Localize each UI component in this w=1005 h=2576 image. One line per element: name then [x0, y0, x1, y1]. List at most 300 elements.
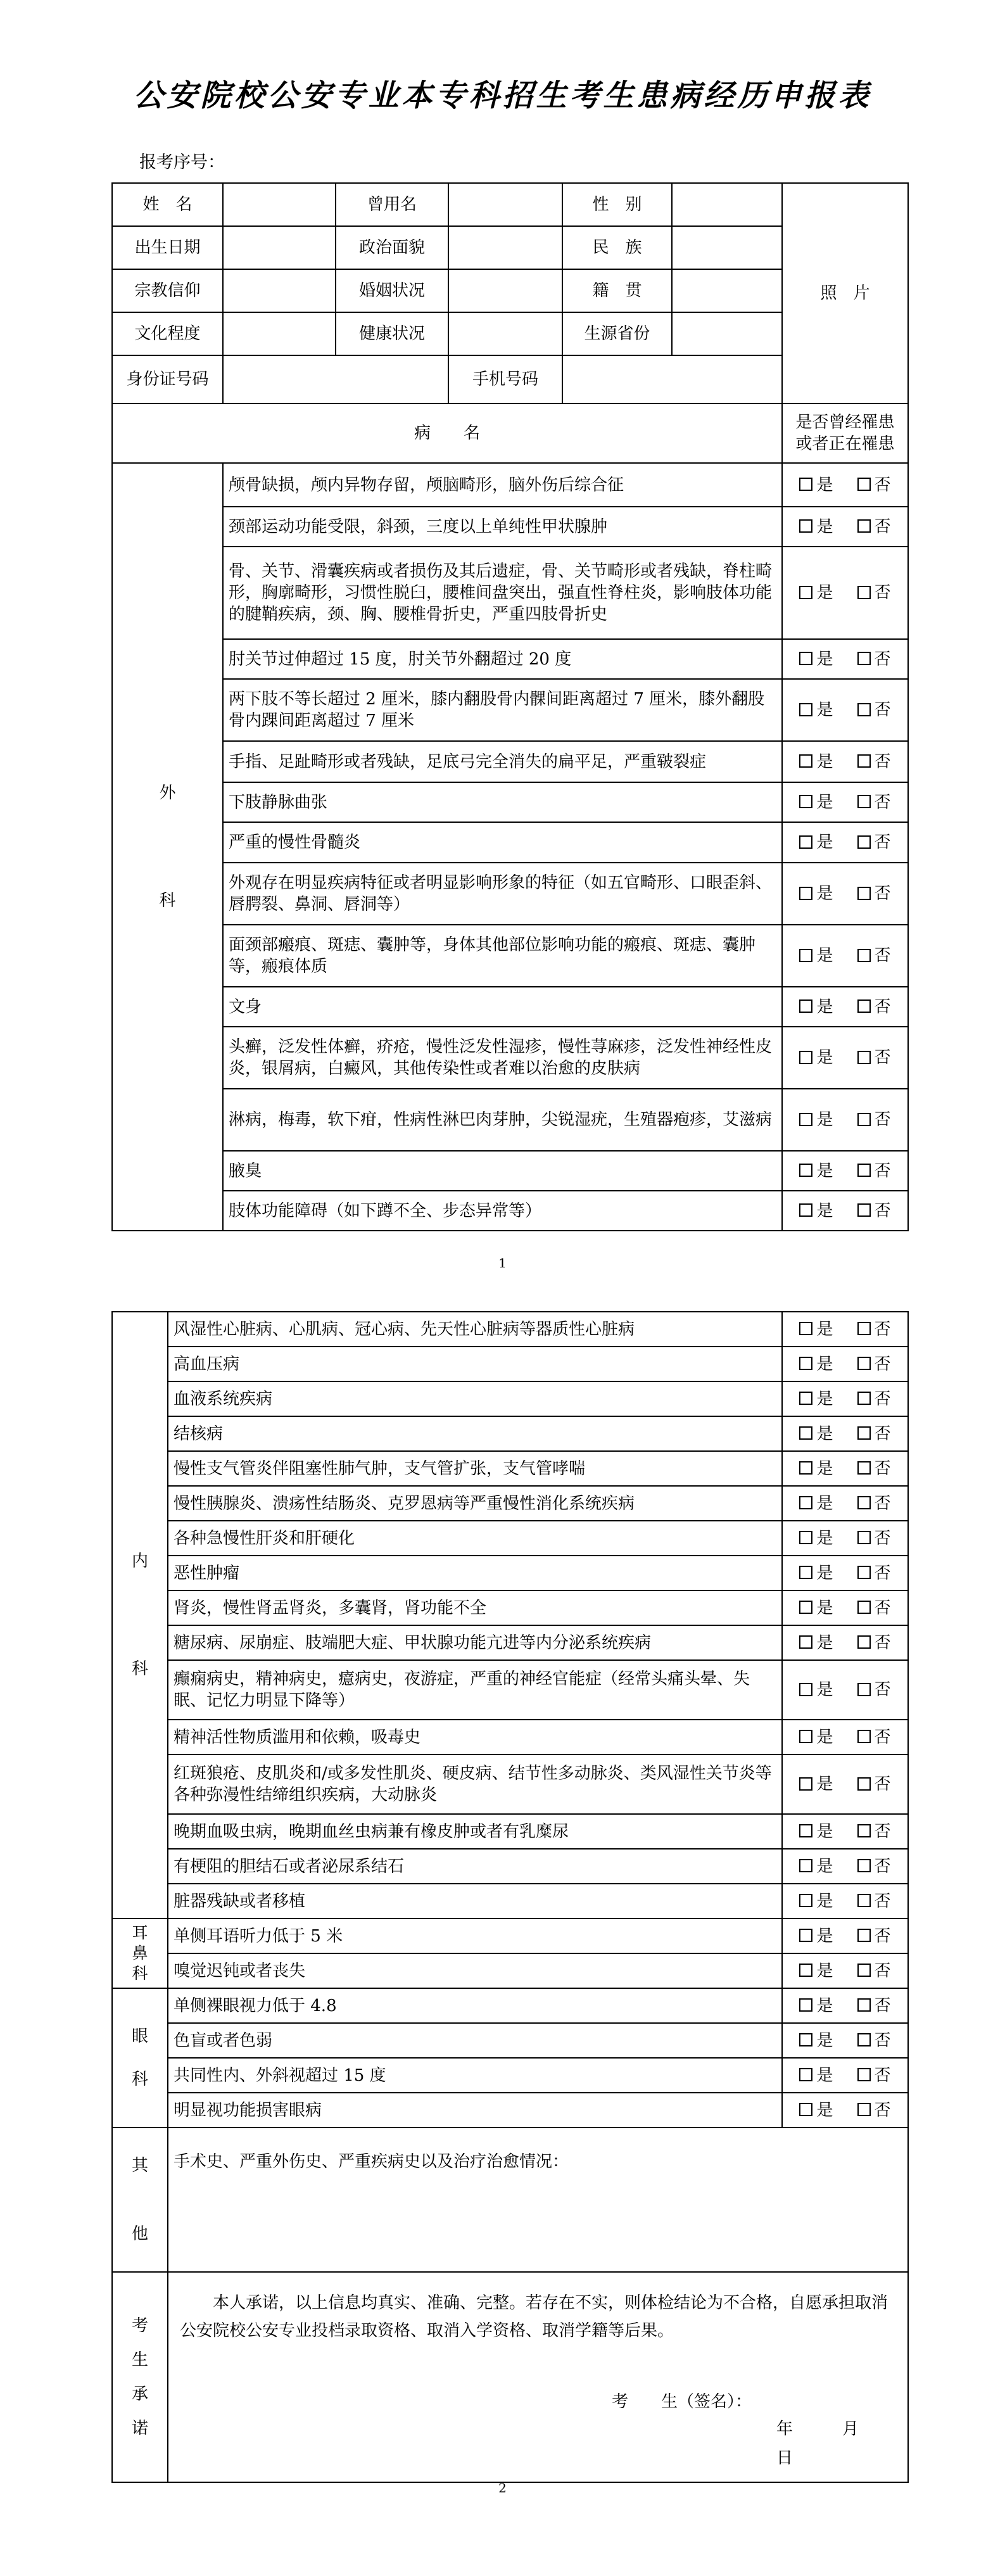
pledge-category: 考 生 承 诺 [112, 2272, 168, 2482]
disease-item-yes-no [782, 507, 908, 547]
internal-category: 内 科 [112, 1312, 168, 1919]
birth-date-field[interactable] [223, 226, 336, 269]
disease-item: 颈部运动功能受限，斜颈，三度以上单纯性甲状腺肿 [223, 507, 782, 547]
yes-checkbox[interactable] [799, 586, 812, 599]
yes-checkbox[interactable] [799, 1461, 812, 1475]
yes-label: 是 [816, 1891, 833, 1911]
no-label: 否 [874, 833, 891, 852]
disease-item: 骨、关节、滑囊疾病或者损伤及其后遗症，骨、关节畸形或者残缺，脊柱畸形，胸廓畸形，习惯性脱臼，腰椎间盘突出，强直性脊柱炎，影响肢体功能的腱鞘疾病，颈、胸、腰椎骨折史，严重四肢骨折史 [223, 547, 782, 639]
disease-item: 两下肢不等长超过 2 厘米，膝内翻股骨内髁间距离超过 7 厘米，膝外翻股骨内踝间距离超过 7 厘米 [223, 679, 782, 741]
yes-checkbox[interactable] [799, 652, 812, 665]
disease-item: 明显视功能损害眼病 [168, 2093, 782, 2128]
table-row [112, 1191, 908, 1231]
yes-checkbox[interactable] [799, 1777, 812, 1791]
no-checkbox[interactable] [857, 1859, 871, 1872]
yes-label: 是 [816, 792, 833, 812]
document-title: 公安院校公安专业本专科招生考生患病经历申报表 [133, 78, 872, 113]
table-row [112, 639, 908, 679]
yes-checkbox[interactable] [799, 1859, 812, 1872]
yes-checkbox[interactable] [799, 835, 812, 849]
yes-label: 是 [816, 2065, 833, 2085]
disease-item: 慢性胰腺炎、溃疡性结肠炎、克罗恩病等严重慢性消化系统疾病 [168, 1486, 782, 1521]
disease-item-yes-no [782, 1347, 908, 1381]
pledge-text: 本人承诺，以上信息均真实、准确、完整。若存在不实，则体检结论为不合格，自愿承担取消公安院校公安专业投档录取资格、取消入学资格、取消学籍等后果。 [180, 2294, 888, 2340]
signature-label[interactable]: 考 生（签名）： [612, 2392, 752, 2411]
yes-label: 是 [816, 1048, 833, 1067]
disease-item-yes-no [782, 1754, 908, 1814]
no-checkbox[interactable] [857, 1531, 871, 1544]
disease-item-yes-no [782, 1884, 908, 1919]
yes-label: 是 [816, 701, 833, 720]
yes-label: 是 [816, 1926, 833, 1946]
no-label: 否 [874, 1775, 891, 1794]
no-checkbox[interactable] [857, 1322, 871, 1335]
no-checkbox[interactable] [857, 703, 871, 716]
disease-item-yes-no [782, 1312, 908, 1347]
yes-checkbox[interactable] [799, 1964, 812, 1977]
no-label: 否 [874, 1680, 891, 1699]
yes-checkbox[interactable] [799, 1683, 812, 1696]
disease-item-yes-no [782, 679, 908, 741]
table-row [112, 679, 908, 741]
table-row [112, 2058, 908, 2093]
no-label: 否 [874, 517, 891, 536]
marital-status-label: 婚姻状况 [336, 269, 448, 312]
disease-item: 单侧耳语听力低于 5 米 [168, 1919, 782, 1953]
disease-item: 结核病 [168, 1416, 782, 1451]
disease-item-yes-no [782, 1089, 908, 1151]
no-label: 否 [874, 1563, 891, 1583]
no-checkbox[interactable] [857, 586, 871, 599]
yes-checkbox[interactable] [799, 795, 812, 808]
no-checkbox[interactable] [857, 2033, 871, 2046]
no-checkbox[interactable] [857, 1777, 871, 1791]
no-checkbox[interactable] [857, 1357, 871, 1370]
ethnicity-field[interactable] [672, 226, 782, 269]
disease-item: 下肢静脉曲张 [223, 782, 782, 822]
table-row [112, 1919, 908, 1953]
disease-item-yes-no [782, 1660, 908, 1720]
yes-checkbox[interactable] [799, 887, 812, 900]
disease-item: 红斑狼疮、皮肌炎和/或多发性肌炎、硬皮病、结节性多动脉炎、类风湿性关节炎等各种弥漫性结缔组织疾病，大动脉炎 [168, 1754, 782, 1814]
date-label[interactable]: 年 月 日 [776, 2420, 909, 2468]
gender-field[interactable] [672, 183, 782, 226]
disease-item-yes-no [782, 925, 908, 987]
other-section [112, 2128, 908, 2272]
disease-item-yes-no [782, 1849, 908, 1884]
no-checkbox[interactable] [857, 1635, 871, 1649]
no-label: 否 [874, 1598, 891, 1618]
disease-item-yes-no [782, 1720, 908, 1754]
yes-checkbox[interactable] [799, 1894, 812, 1907]
page-number: 1 [498, 1255, 507, 1271]
table-row [112, 1590, 908, 1625]
disease-item-yes-no [782, 1556, 908, 1590]
political-status-label: 政治面貌 [336, 226, 448, 269]
no-checkbox[interactable] [857, 754, 871, 768]
disease-item-yes-no [782, 1381, 908, 1416]
no-checkbox[interactable] [857, 835, 871, 849]
disease-item-yes-no [782, 987, 908, 1027]
yes-checkbox[interactable] [799, 1322, 812, 1335]
yes-label: 是 [816, 475, 833, 495]
disease-item: 有梗阻的胆结石或者泌尿系结石 [168, 1849, 782, 1884]
native-place-field[interactable] [672, 269, 782, 312]
disease-item-yes-no [782, 2093, 908, 2128]
no-label: 否 [874, 1161, 891, 1181]
table-row [112, 463, 908, 507]
disease-item: 头癣，泛发性体癣，疥疮，慢性泛发性湿疹，慢性荨麻疹，泛发性神经性皮炎，银屑病，白癜风，其他传染性或者难以治愈的皮肤病 [223, 1027, 782, 1089]
yes-label: 是 [816, 1727, 833, 1747]
no-label: 否 [874, 792, 891, 812]
no-checkbox[interactable] [857, 1998, 871, 2012]
disease-item-yes-no [782, 1625, 908, 1660]
disease-item: 恶性肿瘤 [168, 1556, 782, 1590]
no-label: 否 [874, 1633, 891, 1653]
name-label: 姓 名 [112, 183, 223, 226]
disease-item: 共同性内、外斜视超过 15 度 [168, 2058, 782, 2093]
no-label: 否 [874, 1856, 891, 1876]
no-checkbox[interactable] [857, 1683, 871, 1696]
yes-label: 是 [816, 2100, 833, 2120]
disease-item: 糖尿病、尿崩症、肢端肥大症、甲状腺功能亢进等内分泌系统疾病 [168, 1625, 782, 1660]
disease-item-yes-no [782, 463, 908, 507]
other-history-prompt: 手术史、严重外伤史、严重疾病史以及治疗治愈情况： [174, 2152, 569, 2171]
no-checkbox[interactable] [857, 887, 871, 900]
no-label: 否 [874, 946, 891, 965]
yes-checkbox[interactable] [799, 949, 812, 962]
disease-item: 风湿性心脏病、心肌病、冠心病、先天性心脏病等器质性心脏病 [168, 1312, 782, 1347]
yes-label: 是 [816, 1563, 833, 1583]
disease-item: 慢性支气管炎伴阻塞性肺气肿，支气管扩张，支气管哮喘 [168, 1451, 782, 1486]
application-form-page-1 [111, 182, 909, 1231]
disease-item: 手指、足趾畸形或者残缺，足底弓完全消失的扁平足，严重皲裂症 [223, 741, 782, 782]
birth-date-label: 出生日期 [112, 226, 223, 269]
table-row [112, 1884, 908, 1919]
internal-section [112, 1312, 908, 1919]
no-checkbox[interactable] [857, 1730, 871, 1743]
disease-item-yes-no [782, 1451, 908, 1486]
disease-item-yes-no [782, 1151, 908, 1191]
no-checkbox[interactable] [857, 1824, 871, 1837]
no-label: 否 [874, 1528, 891, 1548]
origin-province-label: 生源省份 [562, 312, 672, 355]
disease-item: 颅骨缺损，颅内异物存留，颅脑畸形，脑外伤后综合征 [223, 463, 782, 507]
disease-item-yes-no [782, 1814, 908, 1849]
yes-checkbox[interactable] [799, 2103, 812, 2116]
no-checkbox[interactable] [857, 949, 871, 962]
no-checkbox[interactable] [857, 1566, 871, 1579]
no-checkbox[interactable] [857, 2068, 871, 2081]
table-row [112, 1381, 908, 1416]
table-row [112, 925, 908, 987]
yes-checkbox[interactable] [799, 1730, 812, 1743]
ent-section [112, 1919, 908, 1988]
yes-label: 是 [816, 1494, 833, 1513]
disease-item: 精神活性物质滥用和依赖，吸毒史 [168, 1720, 782, 1754]
no-label: 否 [874, 884, 891, 903]
table-row [112, 1486, 908, 1521]
yes-label: 是 [816, 1996, 833, 2015]
eye-category: 眼 科 [112, 1988, 168, 2128]
health-status-field[interactable] [448, 312, 562, 355]
table-row [112, 1347, 908, 1381]
former-name-label: 曾用名 [336, 183, 448, 226]
disease-item: 癫痫病史，精神病史，癔病史，夜游症，严重的神经官能症（经常头痛头晕、失眠、记忆力明显下降等） [168, 1660, 782, 1720]
yes-checkbox[interactable] [799, 1929, 812, 1942]
no-checkbox[interactable] [857, 1164, 871, 1177]
yes-label: 是 [816, 1354, 833, 1374]
table-row [112, 1416, 908, 1451]
yes-label: 是 [816, 2031, 833, 2050]
disease-item: 面颈部瘢痕、斑痣、囊肿等，身体其他部位影响功能的瘢痕、斑痣、囊肿等，瘢痕体质 [223, 925, 782, 987]
no-checkbox[interactable] [857, 1203, 871, 1217]
yes-label: 是 [816, 884, 833, 903]
table-row [112, 507, 908, 547]
no-checkbox[interactable] [857, 478, 871, 491]
yes-checkbox[interactable] [799, 2033, 812, 2046]
no-label: 否 [874, 2065, 891, 2085]
yes-checkbox[interactable] [799, 1357, 812, 1370]
disease-item-yes-no [782, 822, 908, 863]
disease-item: 肢体功能障碍（如下蹲不全、步态异常等） [223, 1191, 782, 1231]
no-checkbox[interactable] [857, 2103, 871, 2116]
no-label: 否 [874, 1354, 891, 1374]
religion-field[interactable] [223, 269, 336, 312]
serial-number-label: 报考序号： [139, 153, 225, 172]
other-history-field[interactable] [168, 2128, 908, 2272]
yes-no-header: 是否曾经罹患或者正在罹患 [782, 403, 908, 463]
disease-item-yes-no [782, 1521, 908, 1556]
yes-label: 是 [816, 1961, 833, 1981]
yes-checkbox[interactable] [799, 1496, 812, 1509]
no-checkbox[interactable] [857, 652, 871, 665]
disease-item: 肾炎，慢性肾盂肾炎，多囊肾，肾功能不全 [168, 1590, 782, 1625]
table-row [112, 1151, 908, 1191]
surgery-category: 外 科 [112, 463, 223, 1231]
no-checkbox[interactable] [857, 1461, 871, 1475]
no-label: 否 [874, 1727, 891, 1747]
no-checkbox[interactable] [857, 1601, 871, 1614]
yes-checkbox[interactable] [799, 1426, 812, 1440]
no-label: 否 [874, 1961, 891, 1981]
table-row [112, 1849, 908, 1884]
table-row [112, 1312, 908, 1347]
no-label: 否 [874, 1459, 891, 1478]
table-row [112, 1720, 908, 1754]
yes-checkbox[interactable] [799, 519, 812, 533]
native-place-label: 籍 贯 [562, 269, 672, 312]
origin-province-field[interactable] [672, 312, 782, 355]
pledge-cell [168, 2272, 908, 2482]
yes-label: 是 [816, 997, 833, 1017]
table-row [112, 863, 908, 925]
yes-checkbox[interactable] [799, 1051, 812, 1064]
disease-item-yes-no [782, 2023, 908, 2058]
no-checkbox[interactable] [857, 1051, 871, 1064]
yes-checkbox[interactable] [799, 1601, 812, 1614]
table-row [112, 1814, 908, 1849]
yes-checkbox[interactable] [799, 1635, 812, 1649]
political-status-field[interactable] [448, 226, 562, 269]
yes-label: 是 [816, 1389, 833, 1409]
disease-item: 文身 [223, 987, 782, 1027]
disease-item: 外观存在明显疾病特征或者明显影响形象的特征（如五官畸形、口眼歪斜、唇腭裂、鼻洞、唇洞等） [223, 863, 782, 925]
yes-checkbox[interactable] [799, 1566, 812, 1579]
table-row [112, 2023, 908, 2058]
no-checkbox[interactable] [857, 999, 871, 1013]
yes-label: 是 [816, 1528, 833, 1548]
no-label: 否 [874, 475, 891, 495]
page-number: 2 [498, 2480, 507, 2496]
yes-label: 是 [816, 1459, 833, 1478]
table-row [112, 987, 908, 1027]
no-label: 否 [874, 2031, 891, 2050]
table-row [112, 1556, 908, 1590]
no-label: 否 [874, 1319, 891, 1339]
no-label: 否 [874, 1389, 891, 1409]
table-row [112, 1754, 908, 1814]
yes-checkbox[interactable] [799, 1824, 812, 1837]
yes-checkbox[interactable] [799, 2068, 812, 2081]
table-row [112, 1521, 908, 1556]
disease-item: 血液系统疾病 [168, 1381, 782, 1416]
yes-checkbox[interactable] [799, 1203, 812, 1217]
no-label: 否 [874, 1201, 891, 1221]
table-row [112, 822, 908, 863]
disease-item-yes-no [782, 1590, 908, 1625]
disease-item: 严重的慢性骨髓炎 [223, 822, 782, 863]
table-row [112, 1953, 908, 1988]
table-row [112, 2093, 908, 2128]
yes-label: 是 [816, 649, 833, 669]
ent-category: 耳 鼻 科 [112, 1919, 168, 1988]
no-label: 否 [874, 1494, 891, 1513]
no-checkbox[interactable] [857, 1894, 871, 1907]
no-checkbox[interactable] [857, 1496, 871, 1509]
disease-item: 晚期血吸虫病，晚期血丝虫病兼有橡皮肿或者有乳糜尿 [168, 1814, 782, 1849]
disease-item: 脏器残缺或者移植 [168, 1884, 782, 1919]
phone-field[interactable] [562, 355, 782, 403]
surgery-section [112, 463, 908, 1231]
gender-label: 性 别 [562, 183, 672, 226]
disease-item-yes-no [782, 1953, 908, 1988]
yes-checkbox[interactable] [799, 478, 812, 491]
disease-item-yes-no [782, 1027, 908, 1089]
yes-checkbox[interactable] [799, 1392, 812, 1405]
name-field[interactable] [223, 183, 336, 226]
ethnicity-label: 民 族 [562, 226, 672, 269]
yes-checkbox[interactable] [799, 1998, 812, 2012]
yes-label: 是 [816, 1110, 833, 1129]
table-row [112, 741, 908, 782]
disease-item-yes-no [782, 863, 908, 925]
id-number-label: 身份证号码 [112, 355, 223, 403]
table-row [112, 782, 908, 822]
no-label: 否 [874, 1926, 891, 1946]
yes-checkbox[interactable] [799, 703, 812, 716]
yes-checkbox[interactable] [799, 1531, 812, 1544]
yes-label: 是 [816, 946, 833, 965]
yes-checkbox[interactable] [799, 754, 812, 768]
yes-label: 是 [816, 1856, 833, 1876]
education-label: 文化程度 [112, 312, 223, 355]
table-row [112, 547, 908, 639]
yes-label: 是 [816, 1161, 833, 1181]
no-label: 否 [874, 1424, 891, 1443]
no-checkbox[interactable] [857, 795, 871, 808]
no-checkbox[interactable] [857, 519, 871, 533]
yes-label: 是 [816, 1822, 833, 1841]
yes-label: 是 [816, 583, 833, 602]
no-label: 否 [874, 1891, 891, 1911]
marital-status-field[interactable] [448, 269, 562, 312]
no-checkbox[interactable] [857, 1964, 871, 1977]
disease-item: 色盲或者色弱 [168, 2023, 782, 2058]
no-checkbox[interactable] [857, 1929, 871, 1942]
no-label: 否 [874, 2100, 891, 2120]
yes-label: 是 [816, 1775, 833, 1794]
former-name-field[interactable] [448, 183, 562, 226]
table-row [112, 1027, 908, 1089]
no-label: 否 [874, 1996, 891, 2015]
disease-item-yes-no [782, 1919, 908, 1953]
yes-label: 是 [816, 1598, 833, 1618]
disease-item-yes-no [782, 741, 908, 782]
other-category: 其 他 [112, 2128, 168, 2272]
no-checkbox[interactable] [857, 1113, 871, 1126]
no-label: 否 [874, 701, 891, 720]
no-label: 否 [874, 752, 891, 771]
eye-section [112, 1988, 908, 2128]
disease-item-yes-no [782, 547, 908, 639]
disease-item: 高血压病 [168, 1347, 782, 1381]
no-checkbox[interactable] [857, 1426, 871, 1440]
disease-item-yes-no [782, 1416, 908, 1451]
disease-item-yes-no [782, 639, 908, 679]
yes-checkbox[interactable] [799, 1164, 812, 1177]
disease-item-yes-no [782, 782, 908, 822]
table-row [112, 1089, 908, 1151]
table-row [112, 1451, 908, 1486]
no-label: 否 [874, 997, 891, 1017]
phone-label: 手机号码 [448, 355, 562, 403]
disease-item: 嗅觉迟钝或者丧失 [168, 1953, 782, 1988]
no-label: 否 [874, 1110, 891, 1129]
health-status-label: 健康状况 [336, 312, 448, 355]
no-label: 否 [874, 1048, 891, 1067]
no-label: 否 [874, 583, 891, 602]
application-form-page-2 [111, 1311, 909, 2483]
no-label: 否 [874, 649, 891, 669]
yes-label: 是 [816, 1424, 833, 1443]
no-label: 否 [874, 1822, 891, 1841]
pledge-section [112, 2272, 908, 2482]
yes-label: 是 [816, 1201, 833, 1221]
disease-item: 单侧裸眼视力低于 4.8 [168, 1988, 782, 2023]
table-row [112, 1660, 908, 1720]
id-number-field[interactable] [223, 355, 448, 403]
yes-checkbox[interactable] [799, 999, 812, 1013]
education-field[interactable] [223, 312, 336, 355]
disease-item: 腋臭 [223, 1151, 782, 1191]
no-checkbox[interactable] [857, 1392, 871, 1405]
disease-item: 肘关节过伸超过 15 度，肘关节外翻超过 20 度 [223, 639, 782, 679]
yes-checkbox[interactable] [799, 1113, 812, 1126]
photo-box[interactable]: 照 片 [782, 183, 908, 403]
disease-item: 淋病，梅毒，软下疳，性病性淋巴肉芽肿，尖锐湿疣，生殖器疱疹，艾滋病 [223, 1089, 782, 1151]
disease-item: 各种急慢性肝炎和肝硬化 [168, 1521, 782, 1556]
